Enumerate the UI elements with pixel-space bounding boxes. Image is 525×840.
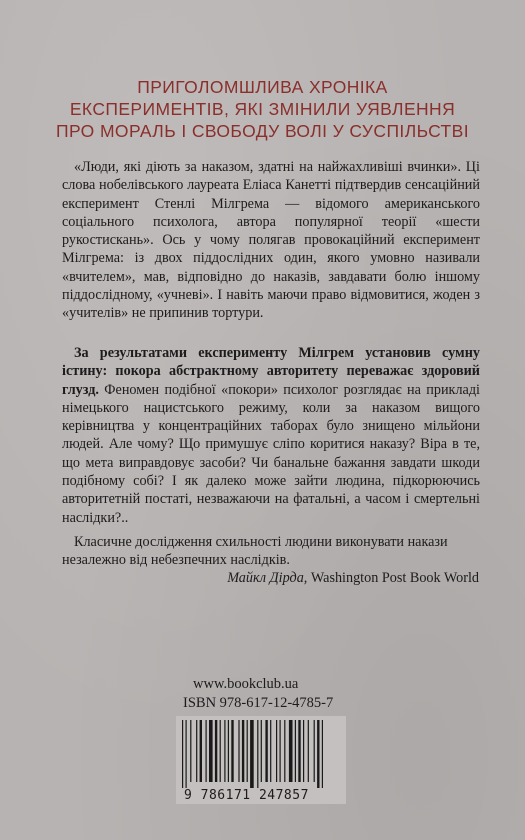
headline	[40, 76, 485, 142]
publisher-url: www.bookclub.ua	[193, 676, 299, 692]
review-quote: Класичне дослідження схильності людини виконувати накази незалежно від небезпечних наслідків.	[62, 534, 448, 569]
headline-line: ПРИГОЛОМШЛИВА ХРОНІКА	[137, 77, 388, 97]
quote-author-name: Майкл Дірда,	[227, 570, 308, 586]
barcode-digits: 9 786171 247857	[182, 788, 346, 803]
description-paragraph-1: «Люди, які діють за наказом, здатні на найжахливіші вчинки». Ці слова нобелівського лауреата Еліаса Канетті підтвердив сенсаційний експеримент Стенлі Мілгрема — відомого американського соціального психолога, автора популярної теорії «шести рукостискань». Ось у чому полягав провокаційний експеримент Мілгрема: із двох піддослідних один, якого умовно називали «вчителем», мав, відповідно до наказів, завдавати болю іншому піддослідному, «учневі». І навіть маючи право відмовитися, жоден з «учителів» не припинив тортури.	[62, 159, 480, 322]
headline-line: ПРО МОРАЛЬ І СВОБОДУ ВОЛІ У СУСПІЛЬСТВІ	[56, 121, 469, 141]
quote-source: Washington Post Book World	[307, 570, 479, 586]
paragraph-body-text: Феномен подібної «покори» психолог розглядає на прикладі німецького нацистського режиму, коли за наказом вищого керівництва у концентраційних таборах було знищено мільйони людей. Але чому? Що примушує сліпо коритися наказу? Віра в те, що мета виправдовує засоби? Чи банальне бажання завдати шкоди подібному собі? І як далеко може зайти людина, підкорюючись авторитетній постаті, незважаючи на фатальні, а часом і смертельні наслідки?..	[62, 381, 480, 526]
description-paragraph-2	[62, 344, 480, 527]
quote-attribution	[227, 570, 479, 587]
headline-line: ЕКСПЕРИМЕНТІВ, ЯКІ ЗМІНИЛИ УЯВЛЕННЯ	[69, 99, 456, 119]
isbn-text: ISBN 978-617-12-4785-7	[183, 695, 334, 711]
key-finding-text: За результатами експерименту Мілгрем установив сумну істину: покора абстрактному авторитету переважає здоровий глузд.	[62, 345, 480, 398]
